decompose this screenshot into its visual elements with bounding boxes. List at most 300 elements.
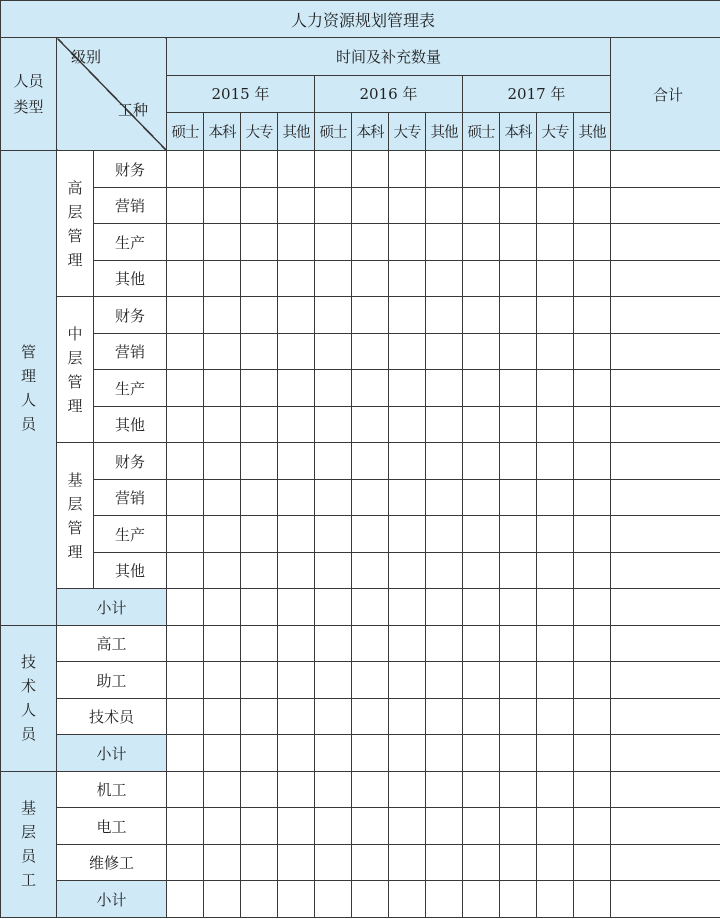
data-cell[interactable] [500, 260, 537, 297]
data-cell[interactable] [537, 224, 574, 261]
data-cell[interactable] [389, 479, 426, 516]
data-cell[interactable] [315, 771, 352, 808]
data-cell[interactable] [167, 844, 204, 881]
table-row [1, 844, 720, 881]
data-cell[interactable] [611, 224, 720, 261]
data-cell[interactable] [426, 589, 463, 626]
data-cell[interactable] [500, 406, 537, 443]
data-cell[interactable] [426, 698, 463, 735]
data-cell[interactable] [500, 735, 537, 772]
data-cell[interactable] [426, 808, 463, 845]
data-cell[interactable] [389, 224, 426, 261]
data-cell[interactable] [315, 333, 352, 370]
data-cell[interactable] [352, 406, 389, 443]
data-cell[interactable] [611, 187, 720, 224]
data-cell[interactable] [574, 224, 611, 261]
data-cell[interactable] [426, 443, 463, 480]
data-cell[interactable] [389, 516, 426, 553]
data-cell[interactable] [352, 224, 389, 261]
data-cell[interactable] [278, 370, 315, 407]
data-cell[interactable] [426, 151, 463, 188]
data-cell[interactable] [500, 479, 537, 516]
data-cell[interactable] [389, 552, 426, 589]
data-cell[interactable] [315, 479, 352, 516]
data-cell[interactable] [278, 698, 315, 735]
data-cell[interactable] [537, 187, 574, 224]
data-cell[interactable] [537, 698, 574, 735]
data-cell[interactable] [352, 370, 389, 407]
data-cell[interactable] [611, 844, 720, 881]
data-cell[interactable] [611, 516, 720, 553]
data-cell[interactable] [611, 333, 720, 370]
data-cell[interactable] [241, 370, 278, 407]
data-cell[interactable] [537, 552, 574, 589]
data-cell[interactable] [204, 735, 241, 772]
data-cell[interactable] [611, 662, 720, 699]
data-cell[interactable] [611, 406, 720, 443]
data-cell[interactable] [241, 187, 278, 224]
vertical-char: 理 [67, 396, 83, 415]
data-cell[interactable] [167, 552, 204, 589]
data-cell[interactable] [315, 516, 352, 553]
data-cell[interactable] [537, 370, 574, 407]
data-cell[interactable] [315, 625, 352, 662]
data-cell[interactable] [537, 881, 574, 918]
data-cell[interactable] [278, 881, 315, 918]
data-cell[interactable] [500, 516, 537, 553]
data-cell[interactable] [611, 552, 720, 589]
data-cell[interactable] [278, 662, 315, 699]
data-cell[interactable] [167, 479, 204, 516]
data-cell[interactable] [463, 151, 500, 188]
data-cell[interactable] [352, 443, 389, 480]
data-cell[interactable] [241, 771, 278, 808]
data-cell[interactable] [352, 187, 389, 224]
data-cell[interactable] [315, 589, 352, 626]
data-cell[interactable] [352, 297, 389, 334]
data-cell[interactable] [204, 151, 241, 188]
data-cell[interactable] [241, 698, 278, 735]
data-cell[interactable] [463, 297, 500, 334]
data-cell[interactable] [241, 151, 278, 188]
table-row [1, 625, 720, 662]
data-cell[interactable] [537, 735, 574, 772]
data-cell[interactable] [574, 698, 611, 735]
data-cell[interactable] [574, 406, 611, 443]
data-cell[interactable] [352, 260, 389, 297]
data-cell[interactable] [278, 260, 315, 297]
data-cell[interactable] [389, 735, 426, 772]
data-cell[interactable] [315, 808, 352, 845]
data-cell[interactable] [426, 297, 463, 334]
data-cell[interactable] [315, 224, 352, 261]
data-cell[interactable] [611, 443, 720, 480]
data-cell[interactable] [389, 844, 426, 881]
data-cell[interactable] [167, 808, 204, 845]
data-cell[interactable] [611, 735, 720, 772]
data-cell[interactable] [537, 516, 574, 553]
data-cell[interactable] [278, 844, 315, 881]
data-cell[interactable] [426, 735, 463, 772]
data-cell[interactable] [241, 297, 278, 334]
data-cell[interactable] [315, 297, 352, 334]
data-cell[interactable] [426, 625, 463, 662]
data-cell[interactable] [167, 625, 204, 662]
data-cell[interactable] [611, 881, 720, 918]
vertical-label-text [1, 340, 56, 436]
data-cell[interactable] [389, 771, 426, 808]
vertical-char: 员 [20, 847, 36, 866]
data-cell[interactable] [500, 297, 537, 334]
data-cell[interactable] [315, 370, 352, 407]
data-cell[interactable] [463, 370, 500, 407]
table-row [1, 771, 720, 808]
data-cell[interactable] [500, 151, 537, 188]
data-cell[interactable] [389, 625, 426, 662]
data-cell[interactable] [241, 735, 278, 772]
data-cell[interactable] [537, 333, 574, 370]
data-cell[interactable] [537, 808, 574, 845]
data-cell[interactable] [426, 370, 463, 407]
data-cell[interactable] [241, 662, 278, 699]
data-cell[interactable] [241, 881, 278, 918]
data-cell[interactable] [167, 771, 204, 808]
data-cell[interactable] [167, 881, 204, 918]
data-cell[interactable] [500, 844, 537, 881]
data-cell[interactable] [389, 370, 426, 407]
data-cell[interactable] [574, 187, 611, 224]
data-cell[interactable] [278, 297, 315, 334]
data-cell[interactable] [426, 881, 463, 918]
worktype-label: 财务 [94, 297, 167, 334]
data-cell[interactable] [315, 881, 352, 918]
data-cell[interactable] [167, 698, 204, 735]
data-cell[interactable] [500, 187, 537, 224]
data-cell[interactable] [204, 844, 241, 881]
data-cell[interactable] [204, 224, 241, 261]
data-cell[interactable] [167, 735, 204, 772]
data-cell[interactable] [611, 479, 720, 516]
data-cell[interactable] [315, 552, 352, 589]
data-cell[interactable] [167, 151, 204, 188]
data-cell[interactable] [389, 662, 426, 699]
data-cell[interactable] [463, 844, 500, 881]
worktype-label: 财务 [94, 151, 167, 188]
data-cell[interactable] [278, 151, 315, 188]
data-cell[interactable] [352, 516, 389, 553]
data-cell[interactable] [463, 224, 500, 261]
data-cell[interactable] [204, 479, 241, 516]
data-cell[interactable] [537, 151, 574, 188]
data-cell[interactable] [204, 881, 241, 918]
data-cell[interactable] [352, 552, 389, 589]
data-cell[interactable] [167, 297, 204, 334]
data-cell[interactable] [241, 808, 278, 845]
data-cell[interactable] [463, 187, 500, 224]
data-cell[interactable] [352, 698, 389, 735]
data-cell[interactable] [426, 662, 463, 699]
data-cell[interactable] [574, 662, 611, 699]
data-cell[interactable] [500, 808, 537, 845]
data-cell[interactable] [389, 443, 426, 480]
data-cell[interactable] [463, 662, 500, 699]
data-cell[interactable] [241, 443, 278, 480]
data-cell[interactable] [389, 333, 426, 370]
data-cell[interactable] [574, 589, 611, 626]
data-cell[interactable] [167, 589, 204, 626]
degree-header: 本科 [500, 112, 537, 150]
data-cell[interactable] [574, 370, 611, 407]
data-cell[interactable] [537, 260, 574, 297]
data-cell[interactable] [463, 881, 500, 918]
data-cell[interactable] [426, 516, 463, 553]
data-cell[interactable] [537, 479, 574, 516]
data-cell[interactable] [352, 625, 389, 662]
data-cell[interactable] [500, 625, 537, 662]
data-cell[interactable] [426, 406, 463, 443]
data-cell[interactable] [537, 771, 574, 808]
data-cell[interactable] [352, 333, 389, 370]
data-cell[interactable] [278, 735, 315, 772]
data-cell[interactable] [500, 224, 537, 261]
data-cell[interactable] [241, 224, 278, 261]
data-cell[interactable] [278, 589, 315, 626]
worktype-label: 机工 [57, 771, 167, 808]
data-cell[interactable] [278, 479, 315, 516]
data-cell[interactable] [278, 187, 315, 224]
data-cell[interactable] [204, 370, 241, 407]
data-cell[interactable] [167, 516, 204, 553]
data-cell[interactable] [241, 260, 278, 297]
data-cell[interactable] [537, 844, 574, 881]
data-cell[interactable] [463, 333, 500, 370]
data-cell[interactable] [426, 187, 463, 224]
data-cell[interactable] [463, 735, 500, 772]
data-cell[interactable] [352, 479, 389, 516]
data-cell[interactable] [574, 881, 611, 918]
data-cell[interactable] [611, 771, 720, 808]
data-cell[interactable] [500, 771, 537, 808]
data-cell[interactable] [389, 187, 426, 224]
data-cell[interactable] [241, 625, 278, 662]
data-cell[interactable] [241, 406, 278, 443]
data-cell[interactable] [611, 589, 720, 626]
data-cell[interactable] [574, 844, 611, 881]
data-cell[interactable] [241, 552, 278, 589]
subtotal-row [1, 589, 720, 626]
data-cell[interactable] [463, 771, 500, 808]
data-cell[interactable] [352, 735, 389, 772]
data-cell[interactable] [500, 698, 537, 735]
vertical-char: 术 [20, 677, 36, 696]
data-cell[interactable] [611, 297, 720, 334]
data-cell[interactable] [315, 662, 352, 699]
data-cell[interactable] [241, 516, 278, 553]
data-cell[interactable] [315, 698, 352, 735]
data-cell[interactable] [611, 260, 720, 297]
data-cell[interactable] [241, 844, 278, 881]
data-cell[interactable] [426, 844, 463, 881]
data-cell[interactable] [463, 260, 500, 297]
data-cell[interactable] [500, 881, 537, 918]
data-cell[interactable] [352, 881, 389, 918]
data-cell[interactable] [500, 552, 537, 589]
data-cell[interactable] [315, 844, 352, 881]
data-cell[interactable] [167, 187, 204, 224]
data-cell[interactable] [278, 406, 315, 443]
data-cell[interactable] [537, 443, 574, 480]
data-cell[interactable] [352, 151, 389, 188]
data-cell[interactable] [204, 808, 241, 845]
data-cell[interactable] [315, 406, 352, 443]
data-cell[interactable] [611, 370, 720, 407]
data-cell[interactable] [426, 333, 463, 370]
data-cell[interactable] [574, 808, 611, 845]
data-cell[interactable] [574, 260, 611, 297]
data-cell[interactable] [463, 443, 500, 480]
data-cell[interactable] [389, 808, 426, 845]
data-cell[interactable] [463, 552, 500, 589]
table-row [1, 479, 720, 516]
data-cell[interactable] [241, 589, 278, 626]
data-cell[interactable] [278, 443, 315, 480]
vertical-label-text [57, 176, 93, 272]
data-cell[interactable] [352, 589, 389, 626]
data-cell[interactable] [463, 516, 500, 553]
data-cell[interactable] [426, 552, 463, 589]
data-cell[interactable] [352, 844, 389, 881]
degree-header: 其他 [278, 112, 315, 150]
data-cell[interactable] [352, 662, 389, 699]
data-cell[interactable] [426, 260, 463, 297]
data-cell[interactable] [315, 735, 352, 772]
data-cell[interactable] [167, 443, 204, 480]
data-cell[interactable] [611, 625, 720, 662]
data-cell[interactable] [278, 771, 315, 808]
data-cell[interactable] [315, 443, 352, 480]
data-cell[interactable] [278, 516, 315, 553]
data-cell[interactable] [352, 808, 389, 845]
data-cell[interactable] [389, 297, 426, 334]
data-cell[interactable] [426, 479, 463, 516]
data-cell[interactable] [500, 589, 537, 626]
data-cell[interactable] [278, 808, 315, 845]
vertical-label-text [57, 322, 93, 418]
data-cell[interactable] [574, 333, 611, 370]
data-cell[interactable] [537, 297, 574, 334]
data-cell[interactable] [389, 589, 426, 626]
year-2016-header: 2016 年 [315, 75, 463, 112]
data-cell[interactable] [574, 735, 611, 772]
data-cell[interactable] [611, 698, 720, 735]
data-cell[interactable] [167, 224, 204, 261]
data-cell[interactable] [574, 625, 611, 662]
data-cell[interactable] [204, 406, 241, 443]
data-cell[interactable] [204, 333, 241, 370]
data-cell[interactable] [389, 698, 426, 735]
data-cell[interactable] [315, 151, 352, 188]
data-cell[interactable] [167, 333, 204, 370]
data-cell[interactable] [574, 516, 611, 553]
data-cell[interactable] [574, 297, 611, 334]
data-cell[interactable] [574, 479, 611, 516]
data-cell[interactable] [537, 589, 574, 626]
data-cell[interactable] [167, 406, 204, 443]
data-cell[interactable] [574, 151, 611, 188]
data-cell[interactable] [167, 260, 204, 297]
data-cell[interactable] [315, 260, 352, 297]
data-cell[interactable] [278, 224, 315, 261]
data-cell[interactable] [537, 625, 574, 662]
data-cell[interactable] [389, 260, 426, 297]
worktype-label: 其他 [94, 260, 167, 297]
data-cell[interactable] [315, 187, 352, 224]
degree-header: 其他 [426, 112, 463, 150]
vertical-char: 人 [20, 391, 36, 410]
data-cell[interactable] [574, 552, 611, 589]
data-cell[interactable] [500, 370, 537, 407]
data-cell[interactable] [204, 662, 241, 699]
data-cell[interactable] [463, 479, 500, 516]
data-cell[interactable] [611, 151, 720, 188]
data-cell[interactable] [500, 443, 537, 480]
data-cell[interactable] [278, 333, 315, 370]
data-cell[interactable] [204, 260, 241, 297]
data-cell[interactable] [204, 297, 241, 334]
data-cell[interactable] [426, 771, 463, 808]
vertical-label-text [57, 468, 93, 564]
data-cell[interactable] [389, 881, 426, 918]
data-cell[interactable] [241, 333, 278, 370]
data-cell[interactable] [500, 333, 537, 370]
category-technical [1, 625, 57, 771]
data-cell[interactable] [463, 406, 500, 443]
data-cell[interactable] [537, 662, 574, 699]
data-cell[interactable] [463, 589, 500, 626]
data-cell[interactable] [352, 771, 389, 808]
data-cell[interactable] [574, 443, 611, 480]
level-worktype-diagonal-header [57, 38, 167, 151]
data-cell[interactable] [204, 625, 241, 662]
data-cell[interactable] [204, 187, 241, 224]
data-cell[interactable] [500, 662, 537, 699]
data-cell[interactable] [167, 370, 204, 407]
data-cell[interactable] [426, 224, 463, 261]
data-cell[interactable] [463, 698, 500, 735]
data-cell[interactable] [204, 698, 241, 735]
data-cell[interactable] [204, 771, 241, 808]
data-cell[interactable] [278, 625, 315, 662]
worktype-label: 技术员 [57, 698, 167, 735]
data-cell[interactable] [241, 479, 278, 516]
data-cell[interactable] [204, 589, 241, 626]
table-row [1, 662, 720, 699]
data-cell[interactable] [204, 516, 241, 553]
data-cell[interactable] [389, 406, 426, 443]
data-cell[interactable] [574, 771, 611, 808]
vertical-label-text [1, 796, 56, 892]
data-cell[interactable] [537, 406, 574, 443]
total-header: 合计 [611, 38, 720, 151]
data-cell[interactable] [204, 552, 241, 589]
data-cell[interactable] [463, 808, 500, 845]
data-cell[interactable] [278, 552, 315, 589]
data-cell[interactable] [167, 662, 204, 699]
data-cell[interactable] [611, 808, 720, 845]
data-cell[interactable] [204, 443, 241, 480]
data-cell[interactable] [463, 625, 500, 662]
data-cell[interactable] [389, 151, 426, 188]
